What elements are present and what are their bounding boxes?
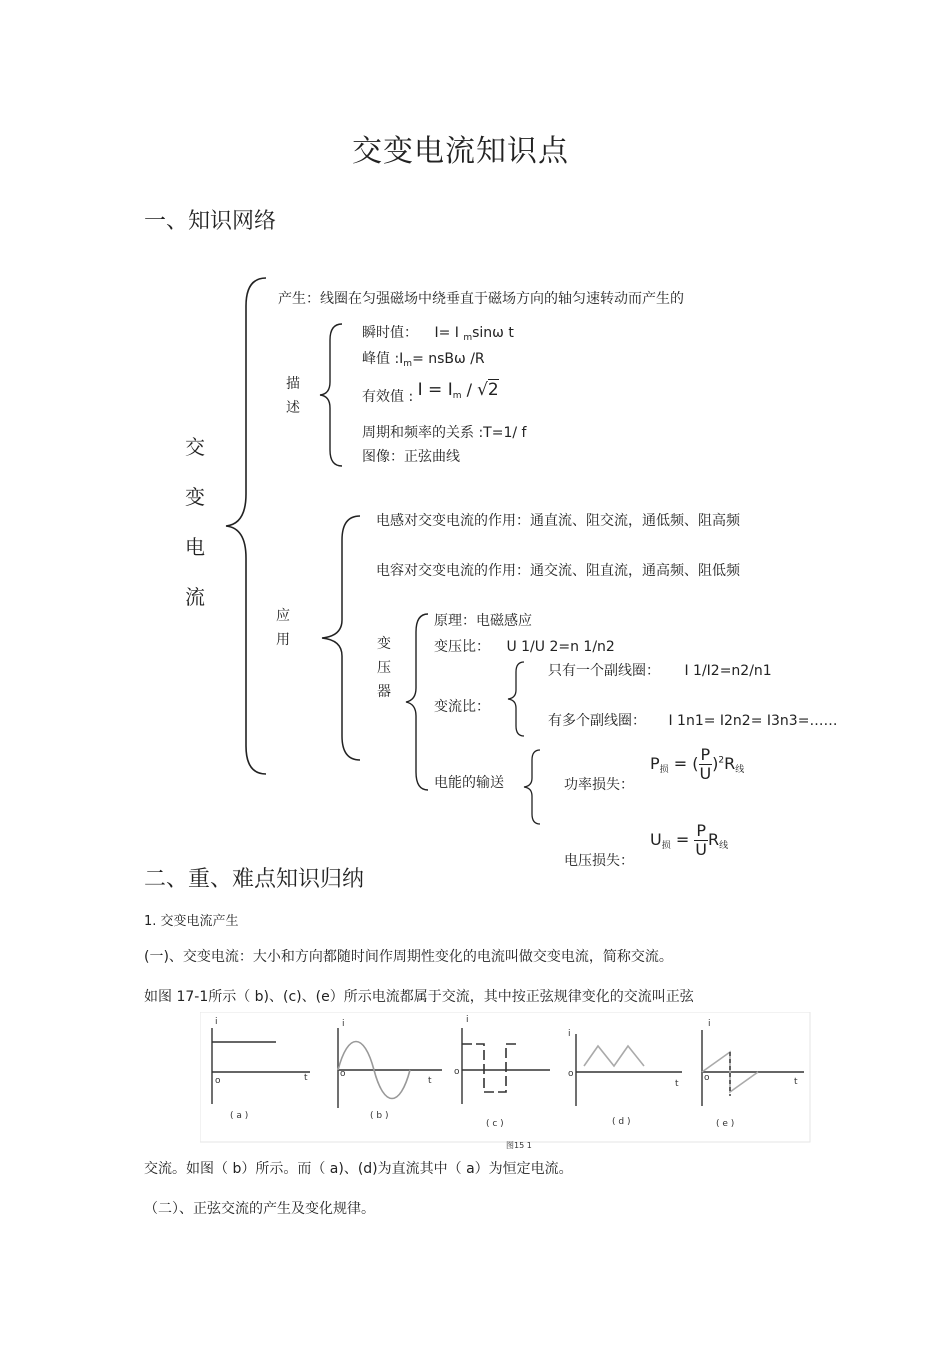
power-fraction: [699, 746, 713, 783]
apply-label: [274, 604, 292, 652]
generation-text: 产生：线圈在匀强磁场中绕垂直于磁场方向的轴匀速转动而产生的: [278, 291, 684, 307]
panel-d: [568, 1029, 682, 1127]
caption-c: ( c ): [486, 1119, 504, 1129]
apply-char: 用: [276, 632, 290, 648]
voltage-Rsub: 线: [719, 841, 729, 851]
effective-root: 2: [487, 380, 499, 400]
transformer-char: 压: [377, 660, 391, 676]
transformer-brace: [402, 612, 432, 792]
label-t: t: [675, 1079, 679, 1089]
peak-tail: = nsBω /R: [412, 351, 485, 367]
paragraph-2: 如图 17-1所示（ b)、(c)、(e）所示电流都属于交流，其中按正弦规律变化的交流叫正弦: [144, 989, 694, 1005]
power-exp: 2: [718, 755, 725, 766]
voltage-R: R: [707, 830, 720, 849]
peak-label: 峰值 :I: [362, 351, 404, 367]
effective-value: [362, 380, 499, 406]
power-frac-den: U: [699, 764, 712, 783]
multi-coil: [548, 710, 837, 730]
transmission-label: 电能的输送: [434, 775, 504, 791]
label-o: o: [215, 1076, 221, 1086]
power-Rsub: 线: [735, 765, 745, 775]
wave-d: [584, 1046, 644, 1066]
voltage-ratio: [434, 636, 615, 656]
paragraph-3: 交流。如图（ b）所示。而（ a)、(d)为直流其中（ a）为恒定电流。: [144, 1161, 573, 1177]
root-char: 电: [185, 535, 205, 559]
effective-slash: /: [461, 380, 478, 399]
single-formula: I 1/I2=n2/n1: [684, 663, 772, 679]
apply-brace: [318, 514, 364, 762]
voltage-frac-den: U: [695, 840, 707, 859]
voltage-sub: 损: [661, 841, 671, 851]
wave-c: [462, 1044, 518, 1092]
instant-value: [362, 322, 514, 343]
peak-value: [362, 348, 485, 369]
label-i: i: [466, 1015, 469, 1025]
root-char: 变: [185, 485, 205, 509]
voltage-U: U: [650, 830, 662, 849]
current-ratio-brace: [504, 660, 528, 738]
page-title: 交变电流知识点: [352, 134, 569, 169]
figure-caption: 图15 1: [506, 1141, 532, 1150]
voltage-frac-num: P: [696, 821, 706, 840]
single-label: 只有一个副线圈：: [548, 663, 660, 679]
label-o: o: [568, 1069, 574, 1079]
label-t: t: [428, 1076, 432, 1086]
voltage-fraction: [694, 822, 708, 859]
ratio-formula: U 1/U 2=n 1/n2: [506, 639, 615, 655]
panel-c: [454, 1015, 550, 1129]
instant-label: 瞬时值：: [362, 325, 418, 341]
paragraph-1: (一)、交变电流：大小和方向都随时间作周期性变化的电流叫做交变电流，简称交流。: [144, 949, 673, 965]
sqrt-icon: √: [477, 380, 488, 400]
ratio-label: 变压比：: [434, 639, 490, 655]
root-char: 流: [185, 585, 205, 609]
instant-sub: m: [463, 333, 473, 343]
main-brace: [222, 276, 272, 776]
describe-brace: [318, 322, 348, 468]
waveform-figure: [200, 1012, 812, 1154]
image-description: 图像：正弦曲线: [362, 449, 460, 465]
root-label: [183, 422, 207, 622]
section-heading-1: 一、知识网络: [144, 209, 277, 234]
panel-b: [338, 1019, 442, 1121]
root-char: 交: [185, 435, 205, 459]
describe-char: 描: [286, 376, 300, 392]
label-i: i: [568, 1029, 571, 1039]
label-t: t: [304, 1073, 308, 1083]
caption-e: ( e ): [716, 1119, 735, 1129]
current-ratio-label: 变流比：: [434, 699, 490, 715]
panel-e: [702, 1019, 804, 1129]
label-o: o: [454, 1067, 460, 1077]
voltage-loss-label: 电压损失：: [564, 853, 634, 869]
label-i: i: [342, 1019, 345, 1029]
transformer-label: [375, 632, 393, 704]
label-i: i: [708, 1019, 711, 1029]
peak-sub: m: [403, 359, 413, 369]
transmission-brace: [520, 748, 544, 826]
period-relation: 周期和频率的关系 :T=1/ f: [362, 425, 527, 441]
voltage-loss-formula: [650, 822, 728, 859]
panel-a: [212, 1017, 310, 1121]
power-P: P: [650, 754, 660, 773]
multi-formula: I 1n1= I2n2= I3n3=……: [668, 713, 838, 729]
label-o: o: [704, 1073, 710, 1083]
power-loss-label: 功率损失：: [564, 777, 634, 793]
capacitor-text: 电容对交变电流的作用：通交流、阻直流，通高频、阻低频: [376, 563, 740, 579]
label-o: o: [340, 1069, 346, 1079]
power-sub: 损: [659, 765, 669, 775]
apply-char: 应: [276, 608, 290, 624]
describe-label: [284, 372, 302, 420]
describe-char: 述: [286, 400, 300, 416]
power-R: R: [724, 754, 736, 773]
inductor-text: 电感对交变电流的作用：通直流、阻交流，通低频、阻高频: [376, 513, 740, 529]
single-coil: [548, 660, 772, 680]
instant-tail: sinω t: [472, 325, 514, 341]
paragraph-4: （二）、正弦交流的产生及变化规律。: [144, 1201, 375, 1217]
section-heading-2: 二、重、难点知识归纳: [144, 867, 365, 892]
principle-text: 原理：电磁感应: [434, 613, 532, 629]
power-eq: =: [668, 754, 693, 773]
effective-label: 有效值 :: [362, 389, 414, 405]
caption-b: ( b ): [370, 1111, 389, 1121]
transformer-char: 器: [377, 684, 391, 700]
label-t: t: [794, 1077, 798, 1087]
caption-a: ( a ): [230, 1111, 249, 1121]
caption-d: ( d ): [612, 1117, 631, 1127]
power-frac-num: P: [700, 745, 711, 764]
multi-label: 有多个副线圈：: [548, 713, 646, 729]
voltage-eq: =: [670, 830, 695, 849]
label-i: i: [215, 1017, 218, 1027]
effective-formula: I = I: [417, 380, 453, 400]
effective-sub: m: [452, 391, 462, 401]
instant-formula: I= I: [434, 325, 464, 341]
item-1-heading: 1. 交变电流产生: [144, 914, 239, 929]
paren-open-icon: (: [692, 754, 699, 773]
power-loss-formula: [650, 746, 744, 783]
transformer-char: 变: [377, 636, 391, 652]
paren-close-icon: ): [712, 754, 719, 773]
